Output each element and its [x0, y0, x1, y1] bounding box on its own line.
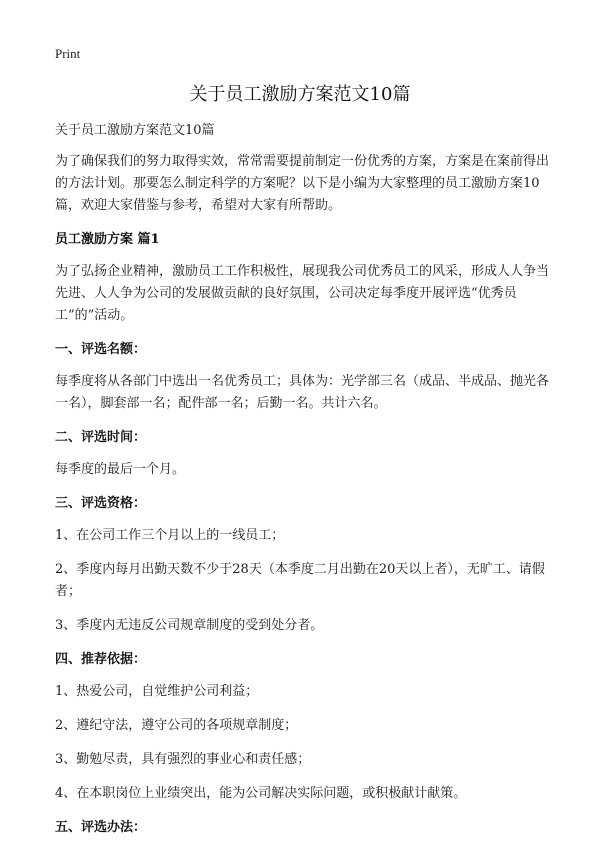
part-heading-qualification: 三、评选资格：: [55, 496, 147, 511]
list-item: 3、季度内无违反公司规章制度的受到处分者。: [55, 618, 324, 633]
list-item: 1、在公司工作三个月以上的一线员工；: [55, 528, 285, 543]
part-heading-time: 二、评选时间：: [55, 430, 147, 445]
intro-paragraph: 为了确保我们的努力取得实效，常常需要提前制定一份优秀的方案，方案是在案前得出的方法计划。那要怎么制定科学的方案呢？以下是小编为大家整理的员工激励方案10篇，欢迎大家借鉴与参考，希望对大家有所帮助。: [55, 154, 550, 213]
print-link[interactable]: Print: [55, 46, 81, 61]
document-body: [55, 120, 555, 849]
list-item: 2、季度内每月出勤天数不少于28天（本季度二月出勤在20天以上者），无旷工、请假者；: [55, 562, 545, 599]
part-heading-quota: 一、评选名额：: [55, 342, 147, 357]
document-subtitle: 关于员工激励方案范文10篇: [55, 123, 215, 138]
section-paragraph: 为了弘扬企业精神，激励员工工作积极性，展现我公司优秀员工的风采，形成人人争当先进、人人争为公司的发展做贡献的良好氛围，公司决定每季度开展评选“优秀员工”的”活动。: [55, 264, 550, 323]
list-item: 2、遵纪守法，遵守公司的各项规章制度；: [55, 718, 298, 733]
section-heading: 员工激励方案 篇1: [55, 232, 160, 247]
quota-text: 每季度将从各部门中选出一名优秀员工；具体为：光学部三名（成品、半成品、抛光各一名），脚套部一名；配件部一名；后勤一名。共计六名。: [55, 374, 550, 411]
part-heading-basis: 四、推荐依据：: [55, 652, 147, 667]
time-text: 每季度的最后一个月。: [55, 462, 186, 477]
list-item: 3、勤勉尽责，具有强烈的事业心和责任感；: [55, 752, 311, 767]
page-title: 关于员工激励方案范文10篇: [189, 84, 411, 105]
part-heading-method: 五、评选办法：: [55, 820, 147, 835]
list-item: 4、在本职岗位上业绩突出，能为公司解决实际问题，或积极献计献策。: [55, 786, 467, 801]
list-item: 1、热爱公司，自觉维护公司利益；: [55, 684, 259, 699]
